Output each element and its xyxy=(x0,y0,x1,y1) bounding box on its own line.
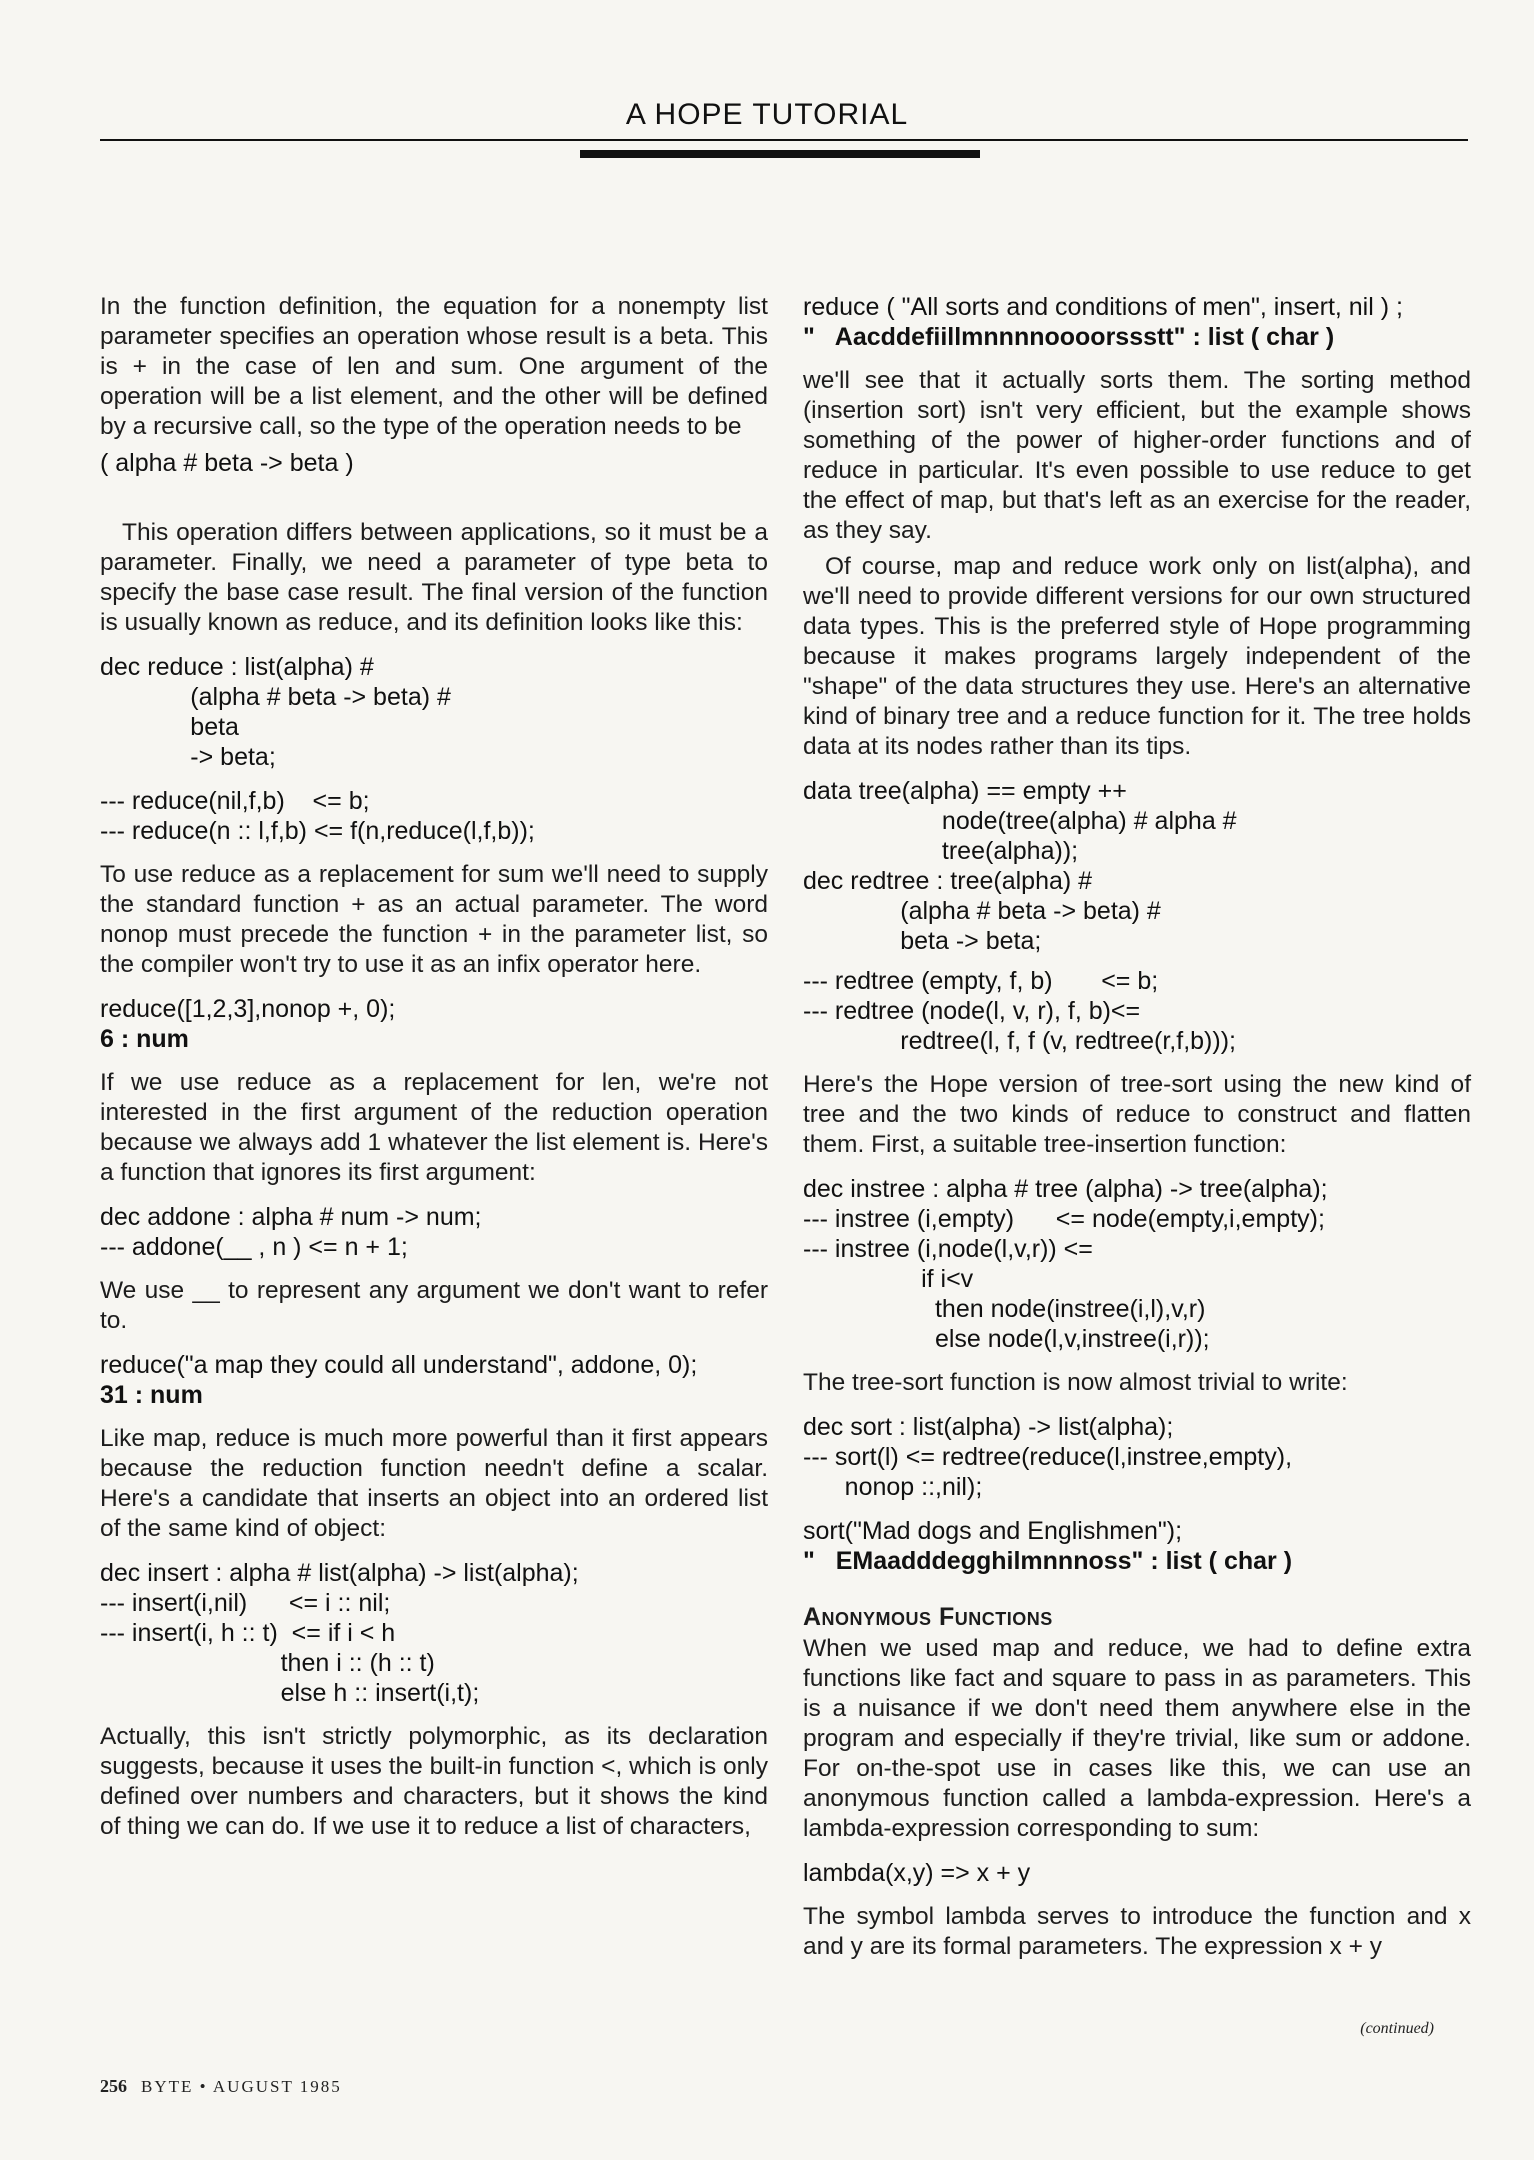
paragraph: Like map, reduce is much more powerful than it first appears because the reduction function needn't define a scalar. Here's a candidate that inserts an object into an ordered list of the same kind of object: xyxy=(100,1425,768,1542)
code-block: sort("Mad dogs and Englishmen"); xyxy=(803,1517,1183,1545)
code-block: dec addone : alpha # num -> num; --- addone(__ , n ) <= n + 1; xyxy=(100,1203,482,1261)
paragraph: To use reduce as a replacement for sum we'll need to supply the standard function + as an actual parameter. The word nonop must precede the function + in the parameter list, so the compiler won't try to use it as an infix operator here. xyxy=(100,861,768,978)
issue-label: BYTE • AUGUST 1985 xyxy=(141,2077,342,2096)
code-block: dec instree : alpha # tree (alpha) -> tree(alpha); --- instree (i,empty) <= node(empty,i,empty); --- instree (i,node(l,v,r)) <= if i<v then node(instree(i,l),v,r) else node(l,v,instree(i,r)); xyxy=(803,1175,1328,1353)
code-block: ( alpha # beta -> beta ) xyxy=(100,449,354,477)
paragraph: The symbol lambda serves to introduce the function and x and y are its formal parameters. The expression x + y xyxy=(803,1903,1471,1960)
code-block: dec reduce : list(alpha) # (alpha # beta -> beta) # beta -> beta; xyxy=(100,653,451,771)
result-line: " Aacddefiillmnnnnoooorssstt" : list ( char ) xyxy=(803,323,1335,351)
result-line: " EMaadddegghilmnnnoss" : list ( char ) xyxy=(803,1547,1293,1575)
code-block: dec sort : list(alpha) -> list(alpha); --- sort(l) <= redtree(reduce(l,instree,empty), nonop ::,nil); xyxy=(803,1413,1293,1501)
paragraph: When we used map and reduce, we had to define extra functions like fact and square to pass in as parameters. This is a nuisance if we don't need them anywhere else in the program and especially if they're trivial, like sum or addone. For on-the-spot use in cases like this, we can use an anonymous function called a lambda-expression. Here's a lambda-expression corresponding to sum: xyxy=(803,1635,1471,1842)
code-block: reduce([1,2,3],nonop +, 0); xyxy=(100,995,396,1023)
paragraph: The tree-sort function is now almost trivial to write: xyxy=(803,1369,1348,1396)
header-rule xyxy=(100,139,1468,141)
section-heading: Anonymous Functions xyxy=(803,1603,1053,1631)
paragraph: Actually, this isn't strictly polymorphic, as its declaration suggests, because it uses the built-in function <, which is only defined over numbers and characters, but it shows the kind of thing we can do. If we use it to reduce a list of characters, xyxy=(100,1723,768,1840)
right-column xyxy=(803,292,1471,1976)
running-header: A HOPE TUTORIAL xyxy=(625,98,909,131)
left-column xyxy=(100,292,768,1856)
paragraph: In the function definition, the equation for a nonempty list parameter specifies an operation whose result is a beta. This is + in the case of len and sum. One argument of the operation will be a list element, and the other will be defined by a recursive call, so the type of the operation needs to be xyxy=(100,293,768,440)
code-block: reduce ( "All sorts and conditions of men", insert, nil ) ; xyxy=(803,293,1403,321)
result-line: 31 : num xyxy=(100,1381,203,1409)
paragraph: This operation differs between applications, so it must be a parameter. Finally, we need a parameter of type beta to specify the base case result. The final version of the function is usually known as reduce, and its definition looks like this: xyxy=(100,519,768,636)
code-block: --- redtree (empty, f, b) <= b; --- redtree (node(l, v, r), f, b)<= redtree(l, f, f (v, redtree(r,f,b))); xyxy=(803,967,1236,1055)
paragraph: Of course, map and reduce work only on list(alpha), and we'll need to provide different versions for our own structured data types. This is the preferred style of Hope programming because it makes programs largely independent of the "shape" of the data structures they use. Here's an alternative kind of binary tree and a reduce function for it. The tree holds data at its nodes rather than its tips. xyxy=(803,553,1471,760)
header-bar xyxy=(580,150,980,158)
code-block: --- reduce(nil,f,b) <= b; --- reduce(n :: l,f,b) <= f(n,reduce(l,f,b)); xyxy=(100,787,535,845)
code-block: lambda(x,y) => x + y xyxy=(803,1859,1031,1887)
paragraph: Here's the Hope version of tree-sort using the new kind of tree and the two kinds of reduce to construct and flatten them. First, a suitable tree-insertion function: xyxy=(803,1071,1471,1158)
page-footer xyxy=(100,2076,342,2097)
paragraph: We use __ to represent any argument we don't want to refer to. xyxy=(100,1277,768,1334)
page-number: 256 xyxy=(100,2076,127,2096)
code-block: data tree(alpha) == empty ++ node(tree(alpha) # alpha # tree(alpha)); dec redtree : tree(alpha) # (alpha # beta -> beta) # beta -> beta; xyxy=(803,777,1237,955)
result-line: 6 : num xyxy=(100,1025,189,1053)
code-block: dec insert : alpha # list(alpha) -> list(alpha); --- insert(i,nil) <= i :: nil; --- insert(i, h :: t) <= if i < h then i :: (h :: t) else h :: insert(i,t); xyxy=(100,1559,579,1707)
code-block: reduce("a map they could all understand", addone, 0); xyxy=(100,1351,698,1379)
continued-note: (continued) xyxy=(1360,2020,1434,2037)
paragraph: we'll see that it actually sorts them. The sorting method (insertion sort) isn't very efficient, but the example shows something of the power of higher-order functions and of reduce in particular. It's even possible to use reduce to get the effect of map, but that's left as an exercise for the reader, as they say. xyxy=(803,367,1471,544)
paragraph: If we use reduce as a replacement for len, we're not interested in the first argument of the reduction operation because we always add 1 whatever the list element is. Here's a function that ignores its first argument: xyxy=(100,1069,768,1186)
